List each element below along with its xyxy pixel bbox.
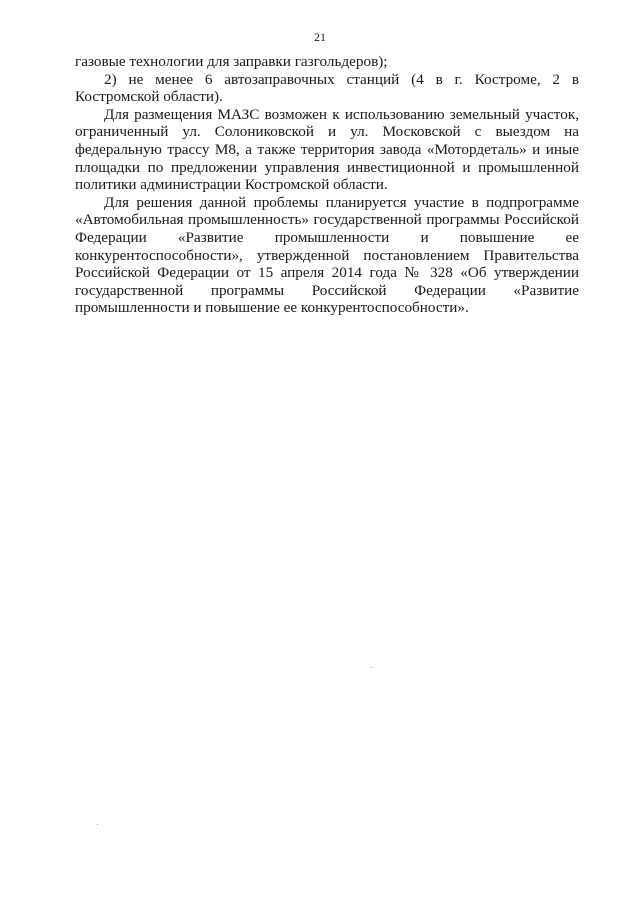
page-number: 21	[314, 30, 326, 44]
document-body	[75, 53, 579, 317]
paragraph-placement: Для размещения МАЗС возможен к использованию земельный участок, ограниченный ул. Солониковской и ул. Московской с выездом на федеральную трассу М8, а также территория завода «Мотордеталь» и иные площадки по предложении управления инвестиционной и промышленной политики администрации Костромской области.	[75, 105, 579, 194]
scan-speck	[371, 667, 372, 668]
paragraph-continuation: газовые технологии для заправки газгольдеров);	[75, 53, 388, 70]
paragraph-program: Для решения данной проблемы планируется участие в подпрограмме «Автомобильная промышленность» государственной программы Российской Федерации «Развитие промышленности и повышение ее конкурентоспособности», утвержденной постановлением Правительства Российской Федерации от 15 апреля 2014 года № 328 «Об утверждении государственной программы Российской Федерации «Развитие промышленности и повышение ее конкурентоспособности».	[75, 193, 579, 317]
paragraph-stations: 2) не менее 6 автозаправочных станций (4 в г. Костроме, 2 в Костромской области).	[75, 70, 579, 106]
scan-speck	[97, 824, 98, 825]
